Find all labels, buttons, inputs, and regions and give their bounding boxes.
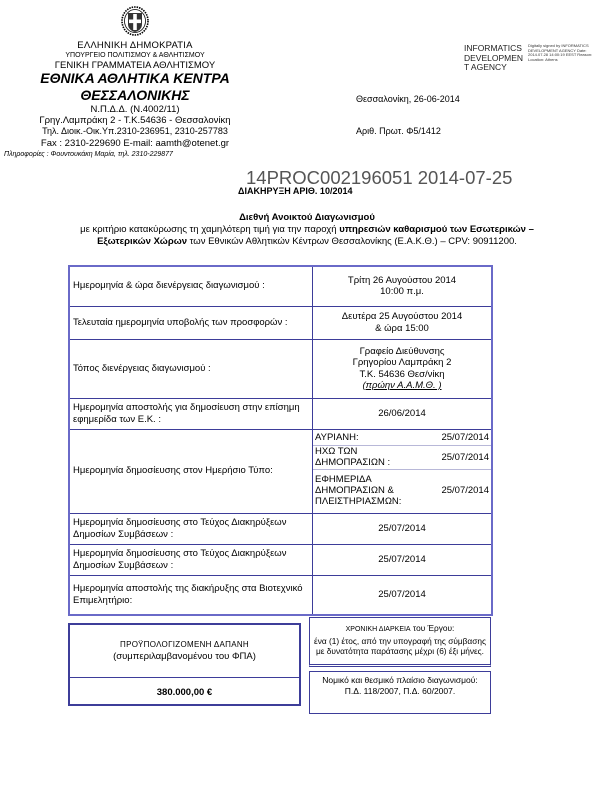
header-phones: Τηλ. Διοικ.-Οικ.Υπ.2310-236951, 2310-257783	[42, 126, 228, 136]
value-line: Δευτέρα 25 Αυγούστου 2014	[341, 311, 463, 322]
press-name: ΕΦΗΜΕΡΙΔΑ ΔΗΜΟΠΡΑΣΙΩΝ & ΠΛΕΙΣΤΗΡΙΑΣΜΩΝ:	[313, 469, 407, 512]
header-ministry: ΥΠΟΥΡΓΕΙΟ ΠΟΛΙΤΙΣΜΟΥ & ΑΘΛΗΤΙΣΜΟΥ	[65, 52, 205, 59]
budget-value: 380.000,00 €	[156, 687, 213, 698]
press-row	[313, 445, 491, 469]
press-cell	[313, 429, 493, 513]
row-value	[313, 266, 493, 306]
value-line: & ώρα 15:00	[375, 322, 429, 334]
press-date: 25/07/2014	[407, 445, 491, 469]
declaration-number: ΔΙΑΚΗΡΥΞΗ ΑΡΙΘ. 10/2014	[238, 186, 353, 196]
header-contact-info: Πληροφορίες : Φουντουκάκη Μαρία, τηλ. 2310-229877	[4, 151, 173, 158]
greek-coat-of-arms-icon	[121, 6, 149, 36]
press-name: ΑΥΡΙΑΝΗ:	[315, 431, 359, 443]
row-label: Τόπος διενέργειας διαγωνισμού :	[69, 339, 313, 398]
table-row	[69, 266, 492, 306]
row-label: Ημερομηνία αποστολής της διακήρυξης στα Βιοτεχνικό Επιμελητήριο:	[69, 575, 313, 615]
table-row	[69, 544, 492, 575]
header-org-name: ΕΘΝΙΚΑ ΑΘΛΗΤΙΚΑ ΚΕΝΤΡΑ	[40, 70, 230, 86]
duration-text: ένα (1) έτος, από την υπογραφή της σύμβασης με δυνατότητα παράτασης μέχρι (6) έξι μήνες.	[314, 635, 486, 656]
value-line: Γρηγορίου Λαμπράκη 2	[352, 357, 452, 368]
intro-text-a: με κριτήριο κατακύρωσης τη χαμηλότερη τιμή για την παροχή	[80, 224, 340, 235]
row-label: Ημερομηνία δημοσίευσης στο Τεύχος Διακηρύξεων Δημοσίων Συμβάσεων :	[69, 513, 313, 544]
row-label: Ημερομηνία δημοσίευσης στον Ημερήσιο Τύπο:	[69, 429, 313, 513]
table-row	[69, 429, 492, 513]
row-value: 25/07/2014	[313, 544, 493, 575]
legal-refs: Π.Δ. 118/2007, Π.Δ. 60/2007.	[344, 685, 456, 696]
press-row	[313, 430, 491, 445]
signature-agency: INFORMATICS DEVELOPMEN T AGENCY	[464, 43, 524, 72]
duration-box	[309, 617, 491, 667]
header-org-city: ΘΕΣΣΑΛΟΝΙΚΗΣ	[80, 87, 190, 103]
row-label: Τελευταία ημερομηνία υποβολής των προσφορών :	[69, 306, 313, 339]
row-value: 25/07/2014	[313, 575, 493, 615]
place-date: Θεσσαλονίκη, 26-06-2014	[356, 94, 460, 104]
intro-text-c: των Εθνικών Αθλητικών Κέντρων Θεσσαλονίκης (Ε.Α.Κ.Θ.) – CPV: 90911200.	[187, 236, 517, 247]
duration-heading	[310, 623, 490, 636]
row-label: Ημερομηνία αποστολής για δημοσίευση στην επίσημη εφημερίδα των Ε.Κ. :	[69, 398, 313, 429]
duration-label-suffix: του Έργου:	[410, 623, 455, 633]
press-row	[313, 469, 491, 512]
intro-title: Διεθνή Ανοικτού Διαγωνισμού	[239, 212, 375, 223]
row-label: Ημερομηνία & ώρα διενέργειας διαγωνισμού :	[69, 266, 313, 306]
adam-code: 14PROC002196051 2014-07-25	[246, 167, 513, 188]
header-secretariat: ΓΕΝΙΚΗ ΓΡΑΜΜΑΤΕΙΑ ΑΘΛΗΤΙΣΜΟΥ	[54, 60, 216, 71]
budget-box	[68, 623, 301, 706]
table-row	[69, 513, 492, 544]
budget-header	[70, 625, 299, 678]
value-line: (πρώην Α.Α.Μ.Θ. )	[362, 380, 442, 391]
table-row	[69, 306, 492, 339]
intro-text	[60, 224, 554, 248]
row-label: Ημερομηνία δημοσίευσης στο Τεύχος Διακηρύξεων Δημοσίων Συμβάσεων :	[69, 544, 313, 575]
value-line: Τρίτη 26 Αυγούστου 2014	[347, 274, 457, 286]
value-line: 10:00 π.μ.	[380, 286, 424, 298]
value-line: Γραφείο Διεύθυνσης	[359, 345, 445, 357]
intro-text-b: υπηρεσιών καθαρισμού των Εσωτερικών – Εξωτερικών Χώρων	[97, 224, 534, 247]
protocol-number: Αριθ. Πρωτ. Φ5/1412	[356, 126, 441, 136]
row-value: 26/06/2014	[313, 398, 493, 429]
header-country: ΕΛΛΗΝΙΚΗ ΔΗΜΟΚΡΑΤΙΑ	[77, 40, 193, 51]
table-row	[69, 398, 492, 429]
header-legal-entity: Ν.Π.Δ.Δ. (Ν.4002/11)	[90, 104, 180, 115]
intro-block	[60, 212, 554, 248]
row-value	[313, 339, 493, 398]
table-row	[69, 575, 492, 615]
tender-info-table	[68, 265, 493, 616]
legal-framework-box	[309, 671, 491, 714]
press-date: 25/07/2014	[441, 431, 489, 443]
press-name: ΗΧΩ ΤΩΝ ΔΗΜΟΠΡΑΣΙΩΝ :	[313, 445, 407, 469]
row-value	[313, 306, 493, 339]
value-line: Τ.Κ. 54636 Θεσ/νίκη	[359, 368, 445, 380]
signature-details: Digitally signed by INFORMATICS DEVELOPMENT AGENCY Date: 2014.07.28 14:00:19 EEST Reason: Location: Athens	[528, 43, 593, 62]
header-fax-email: Fax : 2310-229690 E-mail: aamth@otenet.gr	[40, 138, 230, 149]
row-value: 25/07/2014	[313, 513, 493, 544]
budget-sublabel: (συμπεριλαμβανομένου του ΦΠΑ)	[113, 651, 256, 662]
header-address: Γρηγ.Λαμπράκη 2 - Τ.Κ.54636 - Θεσσαλονίκη	[39, 115, 231, 126]
table-row	[69, 339, 492, 398]
legal-label: Νομικό και θεσμικό πλαίσιο διαγωνισμού:	[322, 675, 478, 685]
press-date: 25/07/2014	[407, 469, 491, 512]
duration-label: ΧΡΟΝΙΚΗ ΔΙΑΡΚΕΙΑ	[345, 626, 411, 633]
budget-label: ΠΡΟΫΠΟΛΟΓΙΖΟΜΕΝΗ ΔΑΠΑΝΗ	[120, 640, 249, 649]
press-table	[313, 430, 491, 512]
